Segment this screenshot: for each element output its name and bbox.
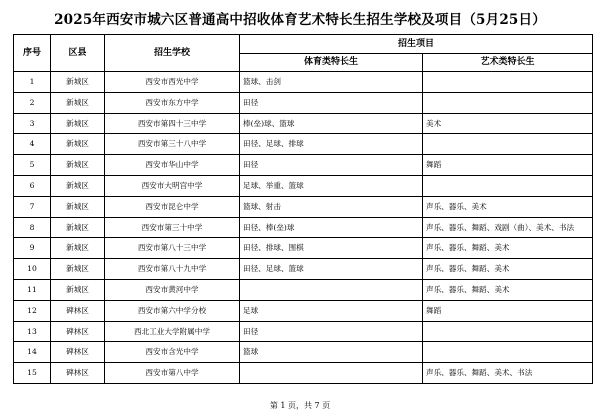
cell-school: 西安市黄河中学 [105,279,240,300]
cell-district: 新城区 [51,72,105,93]
cell-sports: 田径、棒(垒)球 [240,217,423,238]
cell-school: 西安市第三十中学 [105,217,240,238]
cell-district: 碑林区 [51,363,105,384]
page-footer: 第 1 页，共 7 页 [269,401,331,410]
cell-sports: 篮球、击剑 [240,72,423,93]
cell-arts: 声乐、器乐、舞蹈、美术 [423,238,593,259]
table-row [14,72,593,93]
cell-school: 西安市大明宫中学 [105,175,240,196]
cell-index: 3 [14,113,51,134]
cell-school: 西北工业大学附属中学 [105,321,240,342]
cell-sports: 田径、排球、围棋 [240,238,423,259]
header-projects: 招生项目 [240,35,593,54]
cell-index: 4 [14,134,51,155]
cell-district: 新城区 [51,279,105,300]
cell-index: 2 [14,92,51,113]
cell-arts [423,342,593,363]
cell-arts [423,92,593,113]
cell-sports: 足球、举重、篮球 [240,175,423,196]
table-row [14,217,593,238]
cell-sports: 篮球 [240,342,423,363]
cell-district: 新城区 [51,175,105,196]
cell-district: 新城区 [51,259,105,280]
cell-arts: 声乐、器乐、舞蹈、戏剧（曲）、美术、书法 [423,217,593,238]
table-row [14,196,593,217]
header-school: 招生学校 [105,35,240,72]
cell-index: 13 [14,321,51,342]
header-arts: 艺术类特长生 [423,54,593,72]
header-district: 区县 [51,35,105,72]
header-index: 序号 [14,35,51,72]
table-row [14,321,593,342]
cell-sports [240,363,423,384]
cell-sports [240,279,423,300]
cell-index: 14 [14,342,51,363]
table-row [14,113,593,134]
table-row [14,300,593,321]
cell-index: 15 [14,363,51,384]
cell-district: 新城区 [51,92,105,113]
cell-school: 西安市东方中学 [105,92,240,113]
table-row [14,134,593,155]
table-row [14,259,593,280]
cell-arts [423,321,593,342]
cell-index: 6 [14,175,51,196]
table-row [14,92,593,113]
cell-district: 碑林区 [51,300,105,321]
cell-index: 5 [14,155,51,176]
cell-arts: 舞蹈 [423,300,593,321]
cell-district: 新城区 [51,155,105,176]
cell-district: 新城区 [51,217,105,238]
table-row [14,342,593,363]
cell-sports: 棒(垒)球、篮球 [240,113,423,134]
cell-index: 1 [14,72,51,93]
cell-arts: 声乐、器乐、美术 [423,196,593,217]
cell-school: 西安市昆仑中学 [105,196,240,217]
cell-sports: 田径 [240,92,423,113]
cell-index: 9 [14,238,51,259]
cell-sports: 田径 [240,321,423,342]
cell-school: 西安市第八中学 [105,363,240,384]
cell-arts [423,134,593,155]
table-row [14,363,593,384]
cell-arts [423,175,593,196]
cell-school: 西安市第三十八中学 [105,134,240,155]
table-row [14,155,593,176]
header-sports: 体育类特长生 [240,54,423,72]
cell-school: 西安市第四十三中学 [105,113,240,134]
cell-arts: 声乐、器乐、舞蹈、美术 [423,259,593,280]
page-title: 2025年西安市城六区普通高中招收体育艺术特长生招生学校及项目（5月25日） [54,12,546,28]
cell-sports: 田径、足球、篮球 [240,259,423,280]
cell-district: 碑林区 [51,321,105,342]
cell-arts [423,72,593,93]
cell-school: 西安市含光中学 [105,342,240,363]
cell-arts: 美术 [423,113,593,134]
table-row [14,175,593,196]
cell-district: 新城区 [51,196,105,217]
cell-district: 碑林区 [51,342,105,363]
cell-sports: 田径 [240,155,423,176]
admissions-table [13,34,593,384]
cell-arts: 声乐、器乐、舞蹈、美术 [423,279,593,300]
cell-school: 西安市第八十九中学 [105,259,240,280]
cell-district: 新城区 [51,134,105,155]
cell-district: 新城区 [51,113,105,134]
cell-index: 8 [14,217,51,238]
cell-school: 西安市西光中学 [105,72,240,93]
cell-index: 10 [14,259,51,280]
table-body [14,72,593,384]
cell-index: 12 [14,300,51,321]
cell-district: 新城区 [51,238,105,259]
cell-arts: 舞蹈 [423,155,593,176]
cell-school: 西安市华山中学 [105,155,240,176]
cell-arts: 声乐、器乐、舞蹈、美术、书法 [423,363,593,384]
cell-school: 西安市第八十三中学 [105,238,240,259]
cell-sports: 足球 [240,300,423,321]
cell-index: 11 [14,279,51,300]
cell-sports: 篮球、射击 [240,196,423,217]
cell-sports: 田径、足球、排球 [240,134,423,155]
cell-school: 西安市第六中学分校 [105,300,240,321]
table-row [14,238,593,259]
cell-index: 7 [14,196,51,217]
table-row [14,279,593,300]
